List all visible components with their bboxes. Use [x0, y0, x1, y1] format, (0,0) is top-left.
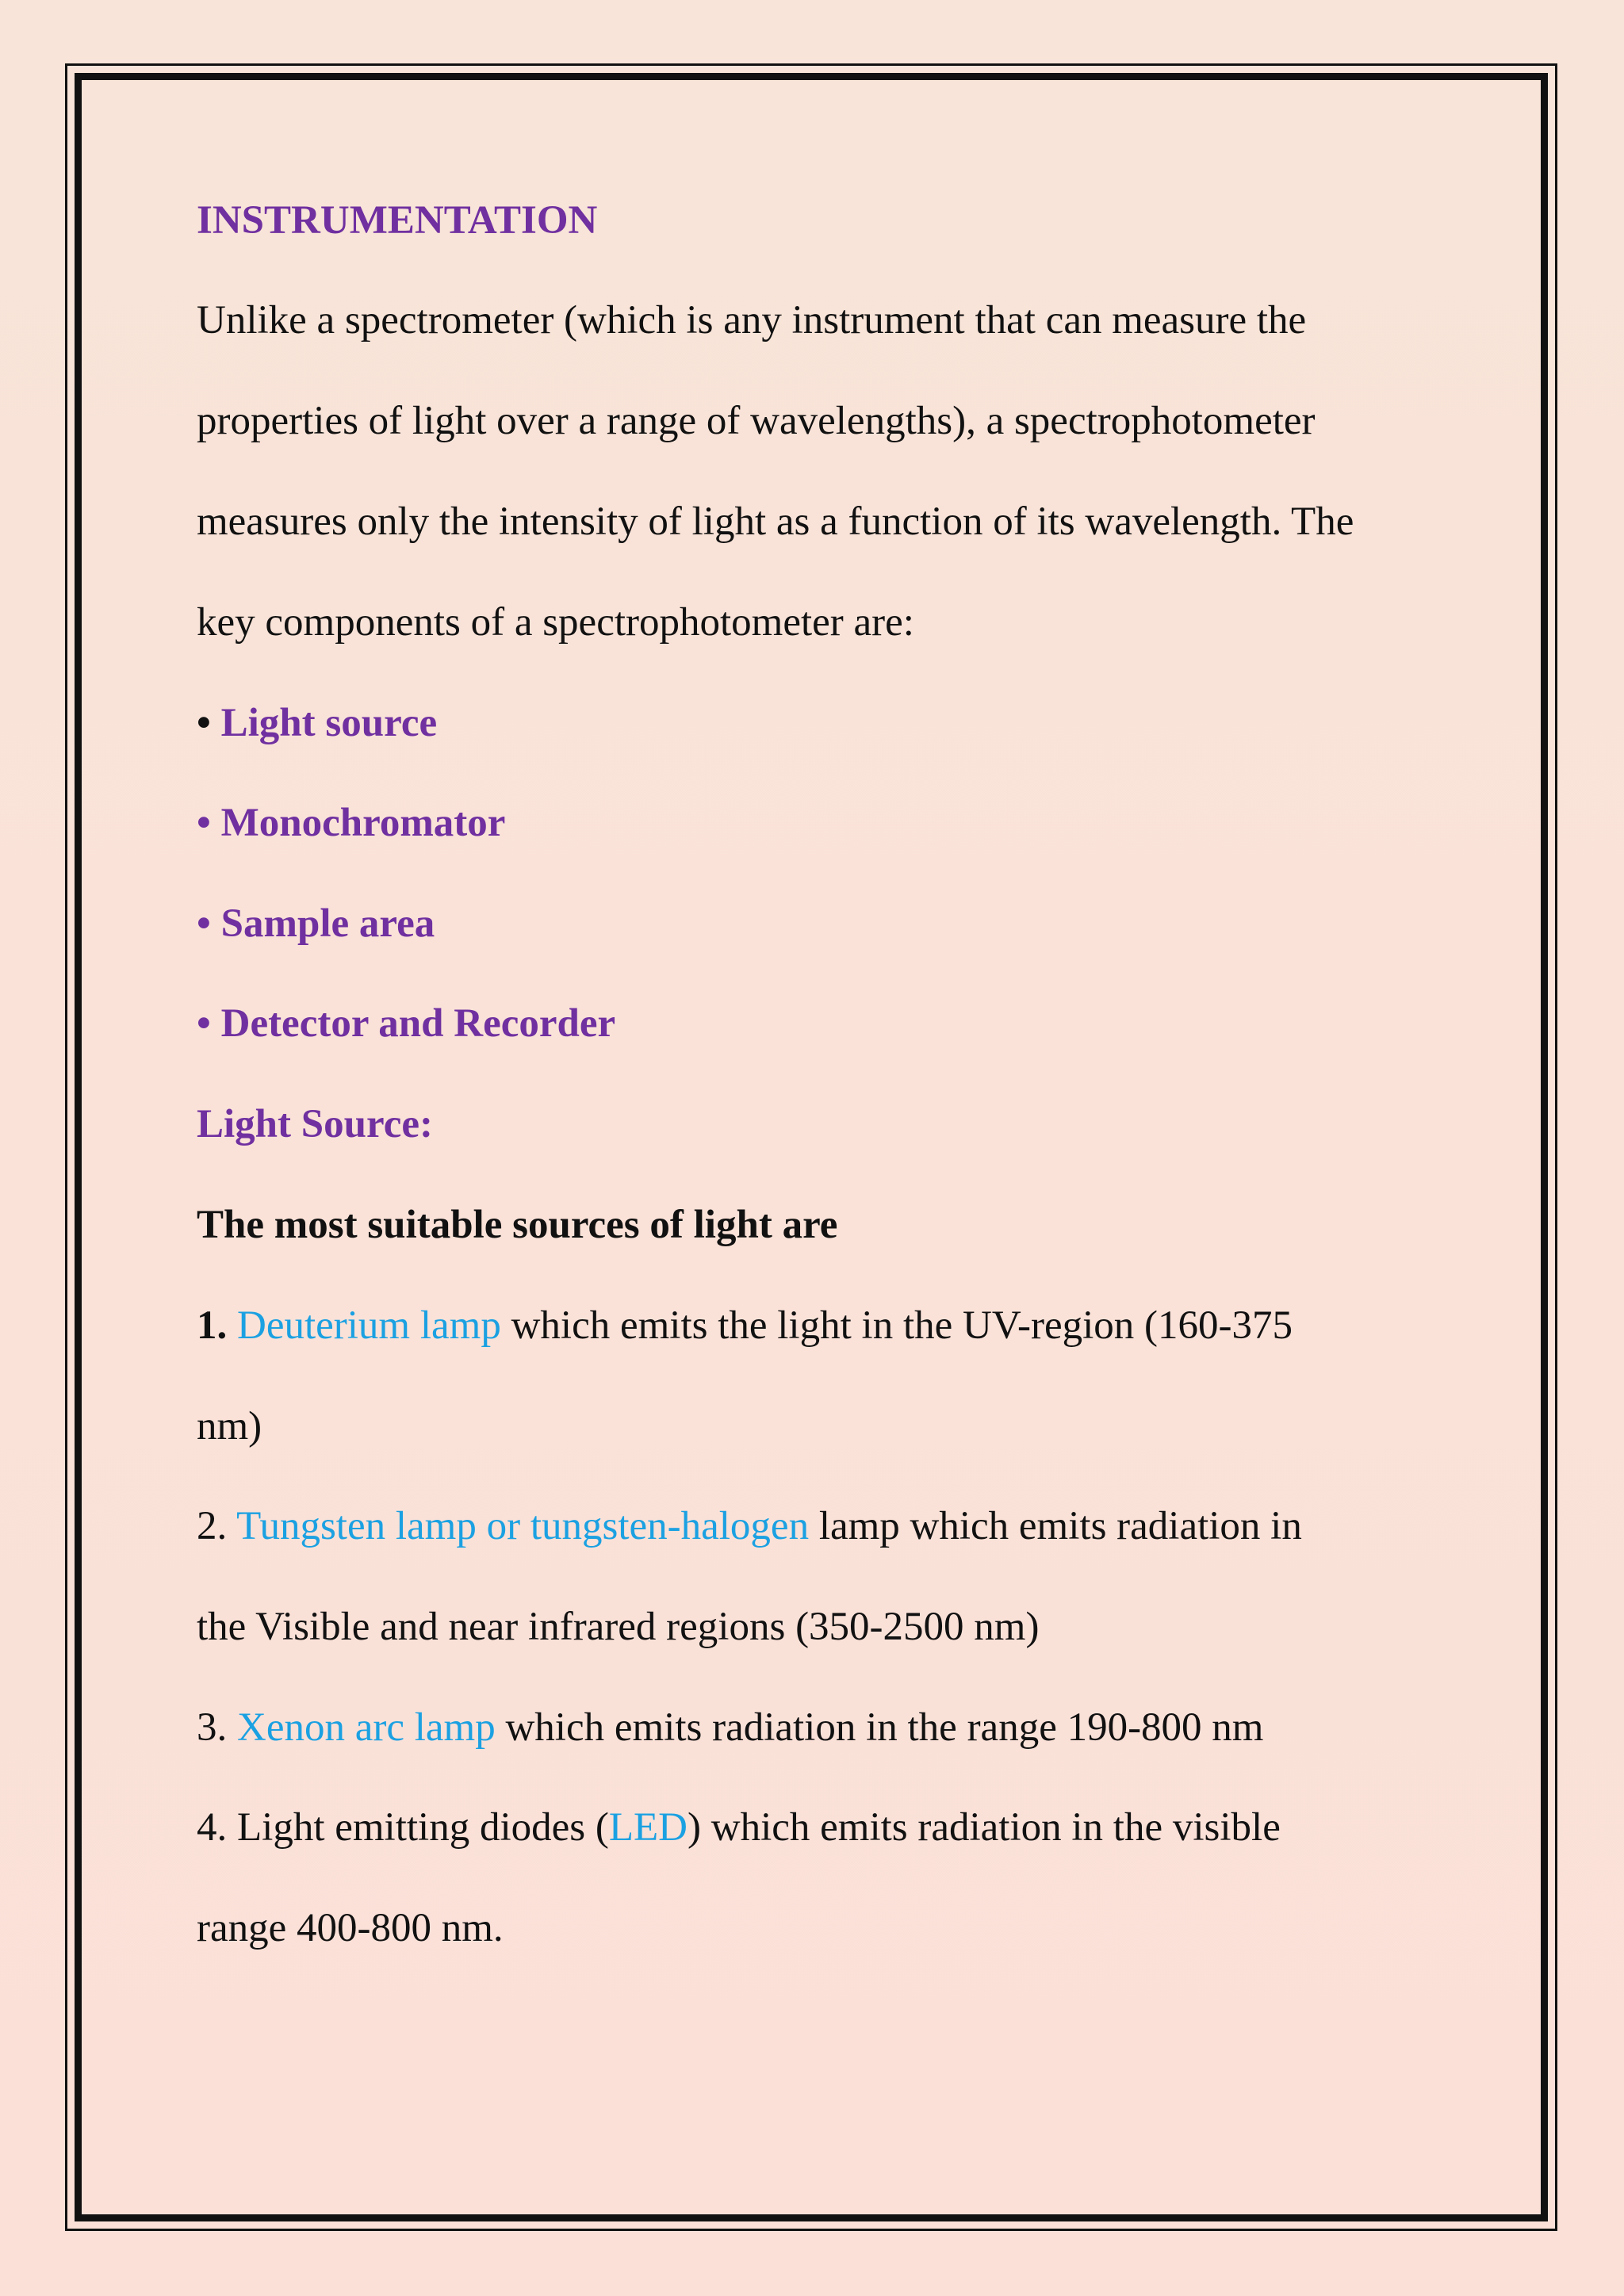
bullet-icon: •	[197, 701, 211, 745]
intro-line-1: Unlike a spectrometer (which is any instrument that can measure the	[197, 298, 1307, 342]
intro-line-2: properties of light over a range of wavelengths), a spectrophotometer	[197, 399, 1316, 443]
source-item-led	[197, 1804, 1281, 1851]
source-item-deuterium	[197, 1302, 1293, 1349]
component-item-sample-area	[197, 900, 435, 947]
list-number: 2.	[197, 1504, 228, 1548]
sources-subheading: The most suitable sources of light are	[197, 1203, 838, 1247]
intro-line-4: key components of a spectrophotometer are:	[197, 600, 914, 645]
bullet-icon: •	[197, 1001, 211, 1046]
source-description: which emits the light in the UV-region (160-375	[500, 1303, 1293, 1348]
component-label: Detector and Recorder	[220, 1001, 616, 1046]
source-description: which emits radiation in the range 190-800 nm	[495, 1705, 1264, 1750]
component-item-detector-recorder	[197, 1000, 615, 1047]
light-source-heading: Light Source:	[197, 1102, 433, 1146]
bullet-icon: •	[197, 801, 211, 845]
component-item-monochromator	[197, 799, 505, 847]
component-label: Sample area	[220, 901, 435, 946]
list-number: 1.	[197, 1303, 228, 1348]
section-title: INSTRUMENTATION	[197, 198, 598, 243]
source-description: ) which emits radiation in the visible	[688, 1805, 1281, 1850]
source-item-tungsten-continued: the Visible and near infrared regions (350-2500 nm)	[197, 1605, 1040, 1649]
source-name-link: LED	[608, 1805, 688, 1850]
component-item-light-source	[197, 699, 437, 747]
source-name-link: Deuterium lamp	[237, 1303, 501, 1348]
source-description: lamp which emits radiation in	[809, 1504, 1302, 1548]
source-item-led-continued: range 400-800 nm.	[197, 1906, 504, 1950]
source-item-deuterium-continued: nm)	[197, 1404, 262, 1448]
source-name-link: Tungsten lamp or tungsten-halogen	[236, 1504, 810, 1548]
source-name-link: Xenon arc lamp	[237, 1705, 496, 1750]
intro-line-3: measures only the intensity of light as a function of its wavelength. The	[197, 499, 1354, 544]
source-prefix: Light emitting diodes (	[227, 1805, 609, 1850]
component-label: Monochromator	[220, 801, 506, 845]
source-item-xenon	[197, 1704, 1263, 1751]
source-item-tungsten	[197, 1502, 1302, 1550]
list-number: 3.	[197, 1705, 228, 1750]
list-number: 4.	[197, 1805, 228, 1850]
component-label: Light source	[220, 701, 438, 745]
bullet-icon: •	[197, 901, 211, 946]
